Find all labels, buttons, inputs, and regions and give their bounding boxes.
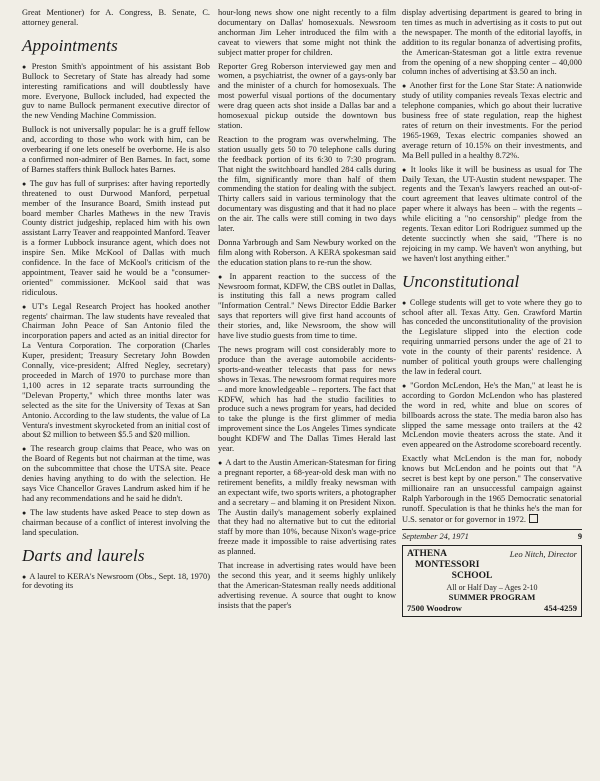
paragraph-text: Exactly what McLendon is the man for, nobody knows but McLendon and he points out that "A secret is best kept by one person." The conservative millionaire ran an unsuccessful campaign against Ralph Yarborough in the 1965 Democratic senatorial runoff. Speculation is that he thinks he's the man for U.S. senator or for governor in 1972.: [402, 454, 582, 524]
paragraph: ● UT's Legal Research Project has hooked another regents' chairman. The law students have revealed that Chairman John Peace of San Antonio filed the incorporation papers and acted as an initial director for La Ventura Corporation. The corporation (Charles Kuper, president; Treasury Secretary John Bowden Connally, vice-president; Alfred Negley, secretary) proceeded in March of 1970 to purchase more than 1,100 acres in 12 separate tracts surrounding the "Delevan Property," which three months later was selected as the site for the University of Texas at San Antonio. According to the law students, the value of La Ventura's investment skyrocketed from an initial cost of about $2 million to between $5.5 and $20 million.: [22, 302, 210, 441]
ad-line-montessori: MONTESSORI: [415, 559, 480, 570]
paragraph: ● The research group claims that Peace, who was on the Board of Regents but not chairman at the time, was on the subcommittee that chose the UTSA site. Peace denies having anything to do with the selection. He says Vice Chancellor Graves Landrum asked him if he had any recommendations and he said he didn't.: [22, 444, 210, 503]
paragraph: Great Mentioner) for A. Congress, B. Senate, C. attorney general.: [22, 8, 210, 27]
paragraph: The news program will cost considerably more to produce than the average automobile accidents-sports-and-weather telecasts that pass for news shows in Texas. The newsroom format requires more – and more knowledgeable – reporters. The fact that KDFW, which has had the studio facilities to produce such a news program for years, had decided to take the plunge is the first glimmer of media improvement since the Los Angeles Times syndicate bought KDFW and The Dallas Times Herald last year.: [218, 345, 396, 454]
page-footer: [402, 532, 582, 541]
ad-school-name: ATHENA: [407, 548, 447, 559]
column-1: [22, 8, 210, 775]
end-mark-icon: [529, 514, 538, 523]
paragraph: [402, 454, 582, 524]
ad-director: Leo Nitch, Director: [509, 548, 577, 559]
ad-contact-row: [407, 603, 577, 613]
ad-address: 7500 Woodrow: [407, 602, 462, 613]
ad-phone: 454-4259: [544, 602, 577, 613]
paragraph: ● A laurel to KERA's Newsroom (Obs., Sept. 18, 1970) for devoting its: [22, 572, 210, 592]
page-number: 9: [577, 531, 582, 541]
column-2: [218, 8, 396, 775]
paragraph: Reporter Greg Roberson interviewed gay men and women, a psychiatrist, the owner of a gays-only bar and the minister of a church for homosexuals. The most powerful visual portions of the documentary were drag queen acts shot inside a Dallas bar and a homosexual pickup outside the downtown bus station.: [218, 61, 396, 130]
paragraph: ● It looks like it will be business as usual for The Daily Texan, the UT-Austin student newspaper. The regents and the Texan's lawyers reached an out-of-court agreement that leaves ultimate control of the paper where it always has been – with the regents – while eliciting a "no censorship" pledge from the regents. Texan editor Lori Rodriguez summed up the detente succinctly when she said, "There is no rejoicing in my camp. We haven't won anything, but we haven't lost anything either.": [402, 165, 582, 264]
column-3: [402, 8, 582, 775]
footer-rule: [402, 529, 582, 530]
paragraph: ● The guv has full of surprises: after having reportedly threatened to oust Durwood Manford, perpetual member of the Insurance Board, Smith instead put board member Charles Mathews in the new Travis County district judgeship, replaced him with his own assistant Larry Teaver and reappointed Manford. Teaver is a former Lubbock insurance agent, which does not inspire Sen. Mike McKool of Dallas with much confidence. In the face of McKool's criticism of the appointment, Teaver said he would be a "consumer-oriented" commissioner. McKool said that was ridiculous.: [22, 179, 210, 298]
section-heading-unconstitutional: Unconstitutional: [402, 271, 520, 291]
paragraph: ● A dart to the Austin American-Statesman for firing a pregnant reporter, a 68-year-old desk man with no retirement benefits, a mildly freaky newsman with an expectant wife, two sports writers, a photographer and a secretary – and blaming it on President Nixon. The Austin daily's management soberly explained that they had no alternative but to cut the editorial staff by more than 10%, because Nixon's wage-price freeze made it impossible to raise advertising rates as planned.: [218, 458, 396, 557]
paragraph: ● Preston Smith's appointment of his assistant Bob Bullock to Secretary of State has already had some interesting ramifications and will doubtlessly have more. Everyone, Bullock included, had expected the guv to name Bullock permanent executive director of the new Vending Machine Commission.: [22, 62, 210, 121]
section-heading-darts-and-laurels: Darts and laurels: [22, 545, 145, 565]
section-heading-appointments: Appointments: [22, 35, 118, 55]
ad-line-summer-program: SUMMER PROGRAM: [448, 592, 536, 603]
ad-line-school: SCHOOL: [451, 571, 493, 582]
advertisement-box: [402, 545, 582, 617]
paragraph: Bullock is not universally popular: he is a gruff fellow and, according to those who work with him, can be overbearing if one lets oneself be overborne. He is also a confirmed non-admirer of Ben Barnes. In fact, some of Barnes staffers think Bullock hates Barnes.: [22, 125, 210, 174]
ad-line-ages: All or Half Day – Ages 2-10: [446, 582, 538, 592]
paragraph: ● Another first for the Lone Star State: A nationwide study of utility companies reveals Texas electric and telephone companies, which go about their lucrative business free of state regulation, reap the highest rates of return on their investments. For the period 1965-1969, Texas electric companies showed an average return of 10.15% on their investments, and Ma Bell pulled in a healthy 8.72%.: [402, 81, 582, 160]
paragraph: hour-long news show one night recently to a film documentary on Dallas' homosexuals. Newsroom anchorman Jim Leher introduced the film with a caveat to viewers that some might not think the subject matter proper for children.: [218, 8, 396, 57]
publication-date: September 24, 1971: [402, 531, 469, 541]
paragraph: Donna Yarbrough and Sam Newbury worked on the film along with Roberson. A KERA spokesman said the education station plans to re-run the show.: [218, 237, 396, 267]
paragraph: ● The law students have asked Peace to step down as chairman because of a conflict of interest involving the land speculation.: [22, 508, 210, 538]
paragraph: ● College students will get to vote where they go to school after all. Texas Atty. Gen. Crawford Martin has conceded the unconstitutionality of the provision the Legislature slipped into the election code requiring unmarried persons under the age of 21 to vote in the county of their parents' residence. A number of political youth groups were challenging the law in federal court.: [402, 298, 582, 377]
paragraph: That increase in advertising rates would have been the second this year, and it seems highly unlikely that the American-Statesman really needs additional advertising revenue. A source that ought to know insists that the paper's: [218, 561, 396, 610]
paragraph: ● In apparent reaction to the success of the Newsroom format, KDFW, the CBS outlet in Dallas, is instituting this fall a news program called "Information Central." News Director Eddie Barker says that reporters will give first hand accounts of their stories, and, like Newsroom, the show will have live studio guests from time to time.: [218, 272, 396, 341]
paragraph: ● "Gordon McLendon, He's the Man," at least he is according to Gordon McLendon who has plastered the word in red, white and blue on scores of billboards across the state. The media baron also has slipped the same message onto trailers at the 42 McLendon movie theaters across the state. And it even appeared on the Astrodome scoreboard recently.: [402, 381, 582, 450]
paragraph: Reaction to the program was overwhelming. The station usually gets 50 to 70 telephone calls during the feedback portion of its 6:30 to 7:30 program. That night the switchboard handled 284 calls during the film, significantly more than half of them commending the station for dealing with the subject. Thirty callers said in various terminology that the documentary was disgusting and that it had no place on the air. The calls were still coming in two days later.: [218, 134, 396, 234]
paragraph: display advertising department is geared to bring in ten times as much in advertising as it costs to put out the newspaper. The month of the editorial layoffs, in addition to its regular bonanza of advertising profits, the American-Statesman got a little extra revenue from the opening of a new shopping center – 40,000 column inches of advertising at $3.50 an inch.: [402, 8, 582, 77]
ad-header-row: [407, 549, 577, 560]
